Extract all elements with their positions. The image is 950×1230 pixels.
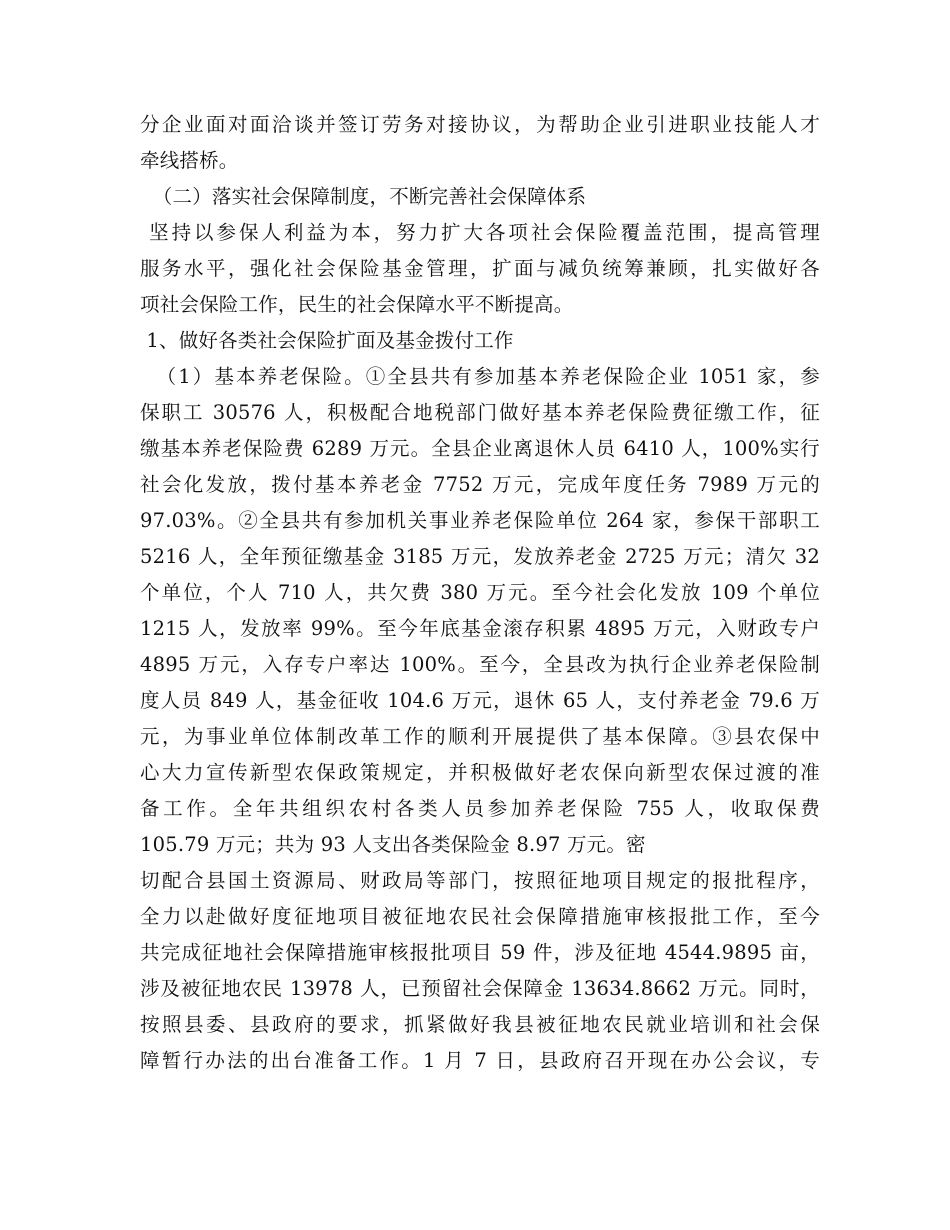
text-line-2: 牵线搭桥。: [140, 149, 239, 172]
text-line-21: 105.79 万元；共为 93 人支出各类保险金 8.97 万元。密: [140, 833, 646, 856]
text-line-6: 项社会保险工作，民生的社会保障水平不断提高。: [140, 293, 574, 316]
text-line-13: 5216 人，全年预征缴基金 3185 万元，发放养老金 2725 万元；清欠 32: [140, 545, 820, 568]
text-line-12: 97.03%。②全县共有参加机关事业养老保险单位 264 家，参保干部职工: [140, 509, 820, 532]
text-line-27: 障暂行办法的出台准备工作。1 月 7 日，县政府召开现在办公会议，专: [140, 1049, 820, 1072]
subsection-heading: 1、做好各类社会保险扩面及基金拨付工作: [140, 329, 514, 352]
text-line-18: 元，为事业单位体制改革工作的顺利开展提供了基本保障。③县农保中: [140, 725, 820, 748]
section-heading: （二）落实社会保障制度，不断完善社会保障体系: [140, 185, 587, 208]
text-line-1: 分企业面对面洽谈并签订劳务对接协议，为帮助企业引进职业技能人才: [140, 113, 820, 136]
text-line-24: 共完成征地社会保障措施审核报批项目 59 件，涉及征地 4544.9895 亩，: [140, 941, 820, 964]
text-line-23: 全力以赴做好度征地项目被征地农民社会保障措施审核报批工作，至今: [140, 905, 820, 928]
text-line-17: 度人员 849 人，基金征收 104.6 万元，退休 65 人，支付养老金 79.6 万: [140, 689, 820, 712]
document-body: [140, 107, 820, 1079]
text-line-19: 心大力宣传新型农保政策规定，并积极做好老农保向新型农保过渡的准: [140, 761, 820, 784]
text-line-8: （1）基本养老保险。①全县共有参加基本养老保险企业 1051 家，参: [140, 365, 820, 388]
text-line-22: 切配合县国土资源局、财政局等部门，按照征地项目规定的报批程序，: [140, 869, 820, 892]
text-line-14: 个单位，个人 710 人，共欠费 380 万元。至今社会化发放 109 个单位: [140, 581, 820, 604]
text-line-26: 按照县委、县政府的要求，抓紧做好我县被征地农民就业培训和社会保: [140, 1013, 820, 1036]
text-line-9: 保职工 30576 人，积极配合地税部门做好基本养老保险费征缴工作，征: [140, 401, 820, 424]
text-line-20: 备工作。全年共组织农村各类人员参加养老保险 755 人，收取保费: [140, 797, 820, 820]
text-line-4: 坚持以参保人利益为本，努力扩大各项社会保险覆盖范围，提高管理: [140, 221, 820, 244]
text-line-5: 服务水平，强化社会保险基金管理，扩面与减负统筹兼顾，扎实做好各: [140, 257, 820, 280]
text-line-10: 缴基本养老保险费 6289 万元。全县企业离退休人员 6410 人，100%实行: [140, 437, 820, 460]
text-line-25: 涉及被征地农民 13978 人，已预留社会保障金 13634.8662 万元。同时，: [140, 977, 820, 1000]
text-line-15: 1215 人，发放率 99%。至今年底基金滚存积累 4895 万元，入财政专户: [140, 617, 820, 640]
text-line-16: 4895 万元，入存专户率达 100%。至今，全县改为执行企业养老保险制: [140, 653, 820, 676]
text-line-11: 社会化发放，拨付基本养老金 7752 万元，完成年度任务 7989 万元的: [140, 473, 820, 496]
